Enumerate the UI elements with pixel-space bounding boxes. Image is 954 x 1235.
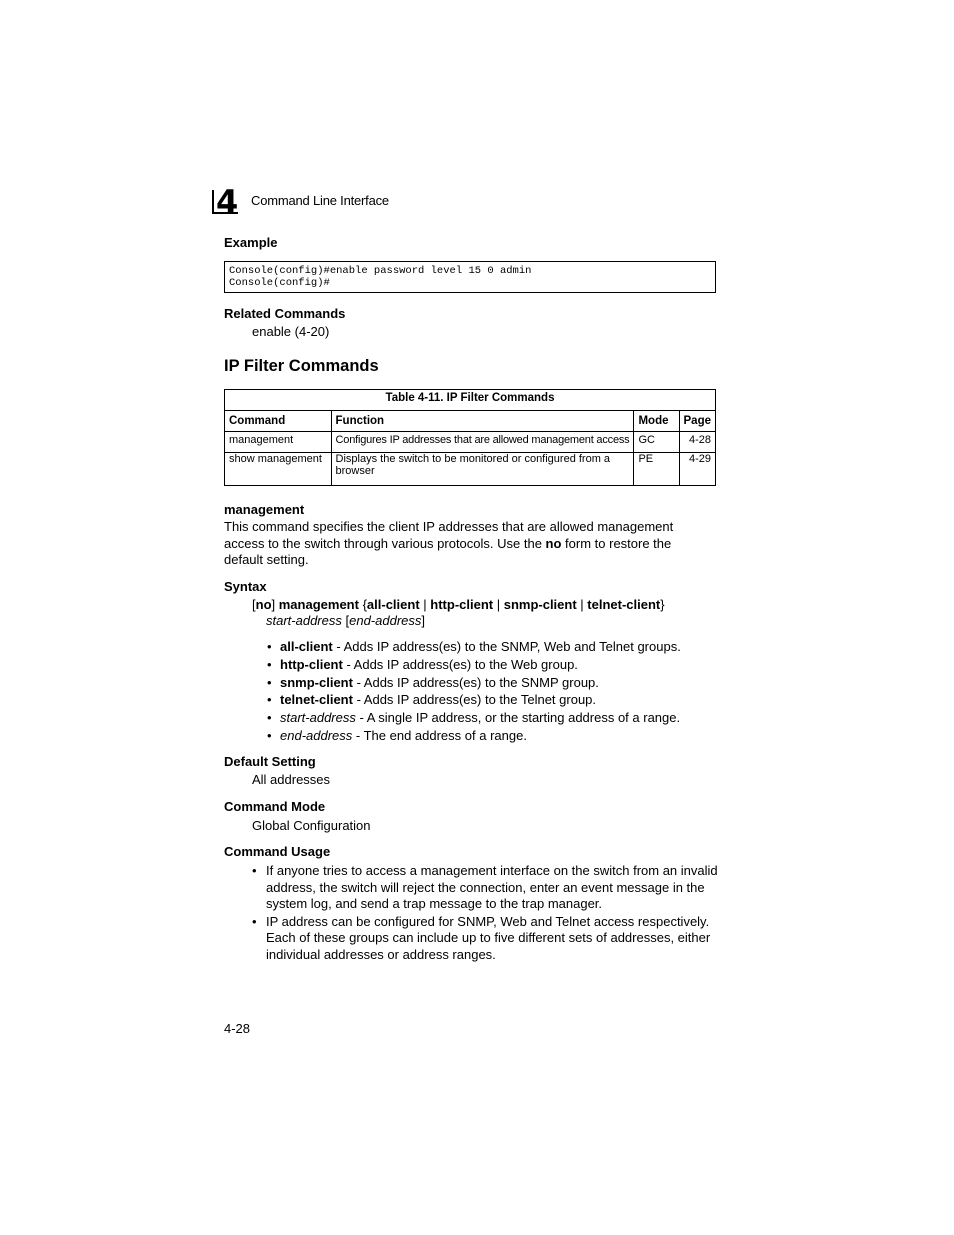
table-row xyxy=(225,432,716,453)
syntax-parameter-list xyxy=(267,638,681,745)
chapter-number: 4 xyxy=(216,183,239,221)
list-item: • all-client - Adds IP address(es) to the SNMP, Web and Telnet groups. xyxy=(267,639,681,654)
ip-filter-commands-table xyxy=(224,389,716,486)
code-line: Console(config)#enable password level 15 0 admin xyxy=(229,265,532,277)
list-item: • end-address - The end address of a range. xyxy=(267,727,527,743)
syntax-line: [no] management {all-client | http-client | snmp-client | telnet-client} xyxy=(252,597,665,612)
table-cell: Configures IP addresses that are allowed management access xyxy=(331,432,634,453)
syntax-heading: Syntax xyxy=(224,579,267,594)
management-heading: management xyxy=(224,502,305,517)
table-header-page: Page xyxy=(679,411,716,432)
running-header-title: Command Line Interface xyxy=(251,193,389,208)
table-cell: 4-28 xyxy=(679,432,716,453)
section-title: IP Filter Commands xyxy=(224,357,379,375)
table-cell: show management xyxy=(225,453,332,486)
command-usage-heading: Command Usage xyxy=(224,844,331,859)
list-item: • http-client - Adds IP address(es) to the Web group. xyxy=(267,656,578,672)
management-description: This command specifies the client IP addresses that are allowed management access to the switch through various protocols. Use the no form to restore the default setting. xyxy=(224,519,674,567)
table-header-mode: Mode xyxy=(634,411,679,432)
example-code-box xyxy=(224,261,716,293)
table-cell: PE xyxy=(634,453,679,486)
default-setting-text: All addresses xyxy=(252,772,331,787)
page-number: 4-28 xyxy=(224,1021,251,1036)
table-row xyxy=(225,453,716,486)
related-commands-text: enable (4-20) xyxy=(252,324,330,339)
table-cell: management xyxy=(225,432,332,453)
related-commands-heading: Related Commands xyxy=(224,306,346,321)
command-mode-text: Global Configuration xyxy=(252,818,371,833)
command-usage-list xyxy=(252,863,718,964)
example-heading: Example xyxy=(224,235,278,250)
table-header-command: Command xyxy=(225,411,332,432)
list-item: • IP address can be configured for SNMP, Web and Telnet access respectively. Each of these groups can include up to five different sets of addresses, either individual addresses or address ranges. xyxy=(252,913,711,962)
list-item: • telnet-client - Adds IP address(es) to the Telnet group. xyxy=(267,692,597,708)
table-cell: Displays the switch to be monitored or configured from a browser xyxy=(331,453,634,486)
code-line: Console(config)# xyxy=(229,277,330,289)
command-mode-heading: Command Mode xyxy=(224,799,326,814)
chapter-marker-bar xyxy=(212,190,214,214)
table-cell: 4-29 xyxy=(679,453,716,486)
list-item: • If anyone tries to access a management interface on the switch from an invalid address, the switch will reject the connection, enter an event message in the system log, and send a trap message to the trap manager. xyxy=(252,863,718,911)
list-item: • start-address - A single IP address, or the starting address of a range. xyxy=(267,710,681,726)
table-header-function: Function xyxy=(331,411,634,432)
list-item: • snmp-client - Adds IP address(es) to the SNMP group. xyxy=(267,674,599,690)
syntax-line-args: start-address [end-address] xyxy=(266,613,426,628)
default-setting-heading: Default Setting xyxy=(224,754,316,769)
table-caption: Table 4-11. IP Filter Commands xyxy=(225,390,716,411)
table-cell: GC xyxy=(634,432,679,453)
